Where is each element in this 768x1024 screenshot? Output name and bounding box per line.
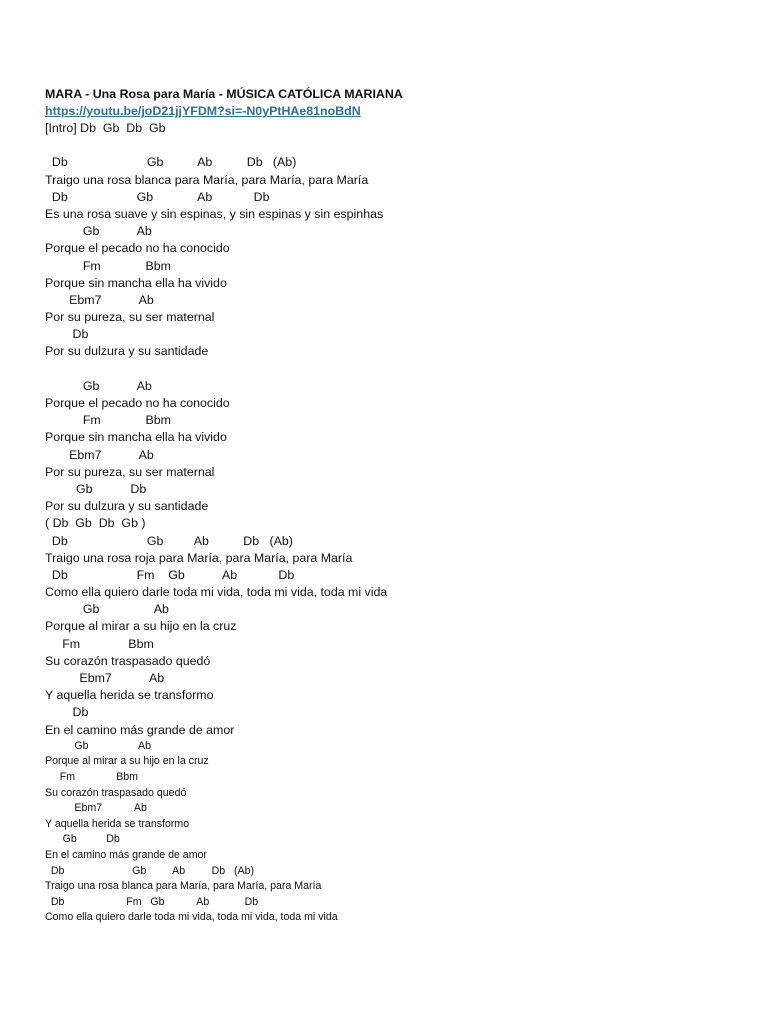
song-line: Ebm7 Ab bbox=[45, 671, 165, 685]
song-line: Porque el pecado no ha conocido bbox=[45, 241, 230, 256]
song-line: Ebm7 Ab bbox=[45, 802, 147, 815]
song-line: Db Fm Gb Ab Db bbox=[45, 895, 259, 908]
song-line: Como ella quiero darle toda mi vida, toda mi vida, toda mi vida bbox=[45, 585, 388, 600]
song-line: [Intro] Db Gb Db Gb bbox=[45, 121, 166, 135]
song-line: Porque al mirar a su hijo en la cruz bbox=[45, 755, 209, 768]
song-line: Por su dulzura y su santidade bbox=[45, 499, 209, 514]
song-line: Su corazón traspasado quedó bbox=[45, 653, 211, 668]
song-line: Porque al mirar a su hijo en la cruz bbox=[45, 619, 237, 634]
song-line: Db bbox=[45, 327, 89, 342]
song-line: Db Gb Ab Db (Ab) bbox=[45, 155, 297, 170]
song-line: Gb Db bbox=[45, 833, 120, 846]
song-line: Gb Ab bbox=[45, 739, 151, 752]
song-line: Db Gb Ab Db (Ab) bbox=[45, 864, 254, 877]
song-line: Traigo una rosa roja para María, para María, para María bbox=[45, 550, 353, 565]
song-line: Fm Bbm bbox=[45, 770, 139, 783]
song-line: Gb Db bbox=[45, 481, 147, 496]
song-line: ( Db Gb Db Gb ) bbox=[45, 516, 146, 531]
youtube-link[interactable]: https://youtu.be/joD21jjYFDM?si=-N0yPtHAe81noBdN bbox=[45, 104, 361, 118]
song-line: Db bbox=[45, 705, 89, 720]
blank-line bbox=[45, 137, 735, 154]
song-line: Y aquella herida se transformo bbox=[45, 688, 214, 703]
song-line: Es una rosa suave y sin espinas, y sin espinas y sin espinhas bbox=[45, 206, 384, 221]
song-line: Db Fm Gb Ab Db bbox=[45, 567, 295, 582]
song-lines-small bbox=[45, 739, 735, 926]
song-line: Db Gb Ab Db bbox=[45, 189, 270, 204]
song-line: Fm Bbm bbox=[45, 636, 154, 651]
song-line: Por su dulzura y su santidade bbox=[45, 344, 209, 359]
song-line: Por su pureza, su ser maternal bbox=[45, 310, 215, 325]
song-line: Traigo una rosa blanca para María, para María, para María bbox=[45, 172, 369, 187]
song-line: En el camino más grande de amor bbox=[45, 848, 207, 861]
song-line: Gb Ab bbox=[45, 224, 152, 239]
song-line: Y aquella herida se transformo bbox=[45, 817, 190, 830]
song-line: Fm Bbm bbox=[45, 413, 171, 428]
song-line: Ebm7 Ab bbox=[45, 292, 154, 307]
song-line: Traigo una rosa blanca para María, para María, para María bbox=[45, 880, 322, 893]
song-line: Como ella quiero darle toda mi vida, toda mi vida, toda mi vida bbox=[45, 911, 338, 924]
song-line: Fm Bbm bbox=[45, 258, 171, 273]
blank-line bbox=[45, 361, 735, 378]
song-line: En el camino más grande de amor bbox=[45, 722, 235, 737]
song-lines bbox=[45, 120, 735, 739]
song-line: Ebm7 Ab bbox=[45, 447, 154, 462]
song-line: Por su pureza, su ser maternal bbox=[45, 464, 215, 479]
song-line: Gb Ab bbox=[45, 378, 152, 393]
song-line: Db Gb Ab Db (Ab) bbox=[45, 533, 293, 548]
song-line: Porque sin mancha ella ha vivido bbox=[45, 275, 227, 290]
song-line: Gb Ab bbox=[45, 602, 169, 617]
song-line: Porque sin mancha ella ha vivido bbox=[45, 430, 227, 445]
song-title: MARA - Una Rosa para María - MÚSICA CATÓLICA MARIANA bbox=[45, 87, 403, 101]
song-sheet bbox=[45, 86, 735, 926]
song-line: Su corazón traspasado quedó bbox=[45, 786, 187, 799]
song-line: Porque el pecado no ha conocido bbox=[45, 396, 230, 410]
